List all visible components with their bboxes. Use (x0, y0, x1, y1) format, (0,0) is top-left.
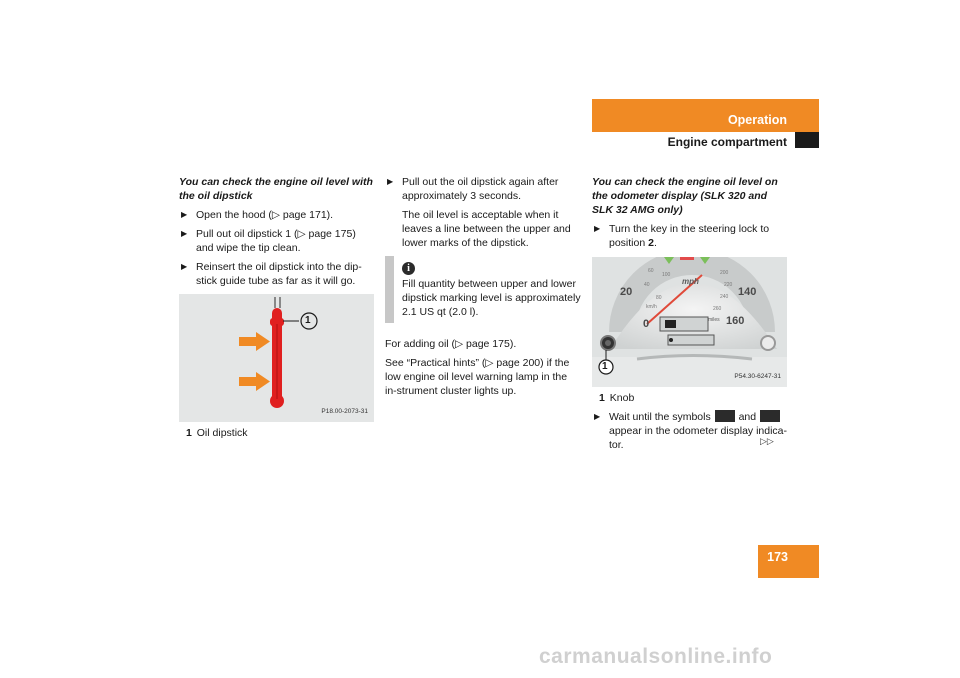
caption-text: Oil dipstick (196, 427, 248, 439)
step-text-a: Wait until the symbols (609, 411, 714, 423)
figure-caption (592, 391, 790, 405)
gauge-tick-200: 200 (720, 270, 729, 276)
step-turn-key (592, 222, 790, 250)
triangle-bullet-icon: ▶ (181, 229, 188, 238)
practical-hints-text: See “Practical hints” (▷ page 200) if the low engine oil level warning lamp in the in-strument cluster lights up. (385, 357, 570, 397)
step-text: Pull out the oil dipstick again after approximately 3 seconds. (402, 176, 559, 202)
section-title: Operation (727, 113, 787, 127)
caption-text: Knob (609, 392, 635, 404)
dipstick-illustration (179, 294, 374, 422)
chapter-title: Engine compartment (667, 135, 787, 149)
gauge-tick-240: 240 (720, 294, 729, 300)
triangle-bullet-icon: ▶ (594, 412, 601, 421)
triangle-bullet-icon: ▶ (181, 210, 188, 219)
info-text: Fill quantity between upper and lower dipstick marking level is approximately 2.1 US qt (2.0 l). (402, 278, 581, 318)
figure-code: P54.30-6247-31 (734, 373, 781, 380)
step-pull-again (385, 175, 581, 203)
triangle-bullet-icon: ▶ (387, 177, 394, 186)
gauge-unit-miles: miles (708, 317, 720, 323)
gauge-tick-60: 60 (648, 268, 654, 274)
figure-caption (179, 426, 375, 440)
step-text-b: appear in the odometer display indica-tor. (609, 425, 788, 451)
info-bar (385, 256, 394, 323)
caption-number: 1 (186, 427, 192, 439)
instrument-cluster-figure (592, 257, 787, 387)
step-text: Reinsert the oil dipstick into the dip-stick guide tube as far as it will go. (196, 261, 362, 287)
gauge-tick-20: 20 (620, 286, 633, 298)
upper-mark-arrow-icon (239, 332, 270, 351)
oil-can-icon (665, 320, 676, 328)
step-reinsert-dipstick (179, 260, 375, 288)
info-icon: i (402, 262, 415, 275)
dipstick-figure (179, 294, 374, 422)
gauge-tick-80: 80 (656, 295, 662, 301)
step-text-c: . (653, 237, 657, 249)
info-box (385, 256, 581, 323)
odometer-heading: You can check the engine oil level on the odometer display (SLK 320 and SLK 32 AMG only) (592, 176, 778, 216)
gauge-unit-mph: mph (682, 277, 699, 286)
watermark: carmanualsonline.info (539, 645, 773, 668)
step-open-hood (179, 208, 375, 222)
gauge-tick-40: 40 (644, 282, 650, 288)
gauge-tick-zero: 0 (643, 318, 650, 330)
adding-oil-text: For adding oil (▷ page 175). (385, 338, 517, 350)
step-text: Pull out oil dipstick 1 (▷ page 175) and wipe the tip clean. (196, 228, 356, 254)
triangle-bullet-icon: ▶ (594, 224, 601, 233)
oil-level-note: The oil level is acceptable when it leaves a line between the upper and lower marks of the dipstick. (402, 209, 571, 249)
callout-number: 1 (305, 315, 311, 326)
step-text-and: and (735, 411, 760, 423)
gauge-unit-kmh: km/h (646, 304, 657, 310)
oil-can-icon (715, 410, 735, 422)
caption-number: 1 (599, 392, 605, 404)
triangle-bullet-icon: ▶ (181, 262, 188, 271)
gauge-tick-220: 220 (724, 282, 733, 288)
figure-code: P18.00-2073-31 (321, 408, 368, 415)
gauge-tick-100: 100 (662, 272, 671, 278)
gauge-tick-260: 260 (713, 306, 722, 312)
gauge-tick-160: 160 (726, 315, 745, 327)
clock-icon (760, 410, 780, 422)
lower-mark-arrow-icon (239, 372, 270, 391)
column-left (179, 175, 375, 440)
page-number: 173 (758, 545, 819, 578)
column-right (592, 175, 790, 457)
gauge-tick-140: 140 (738, 286, 757, 298)
step-text-a: Turn the key in the steering lock to position (609, 223, 770, 249)
column-middle (385, 175, 581, 403)
key-position: 2 (648, 237, 654, 249)
dipstick-heading: You can check the engine oil level with the oil dipstick (179, 176, 373, 202)
header-black-tab (795, 132, 819, 148)
step-pull-dipstick (179, 227, 375, 255)
callout-number: 1 (602, 361, 608, 372)
continue-arrows-icon: ▷▷ (760, 436, 774, 446)
step-text: Open the hood (▷ page 171). (196, 209, 334, 221)
